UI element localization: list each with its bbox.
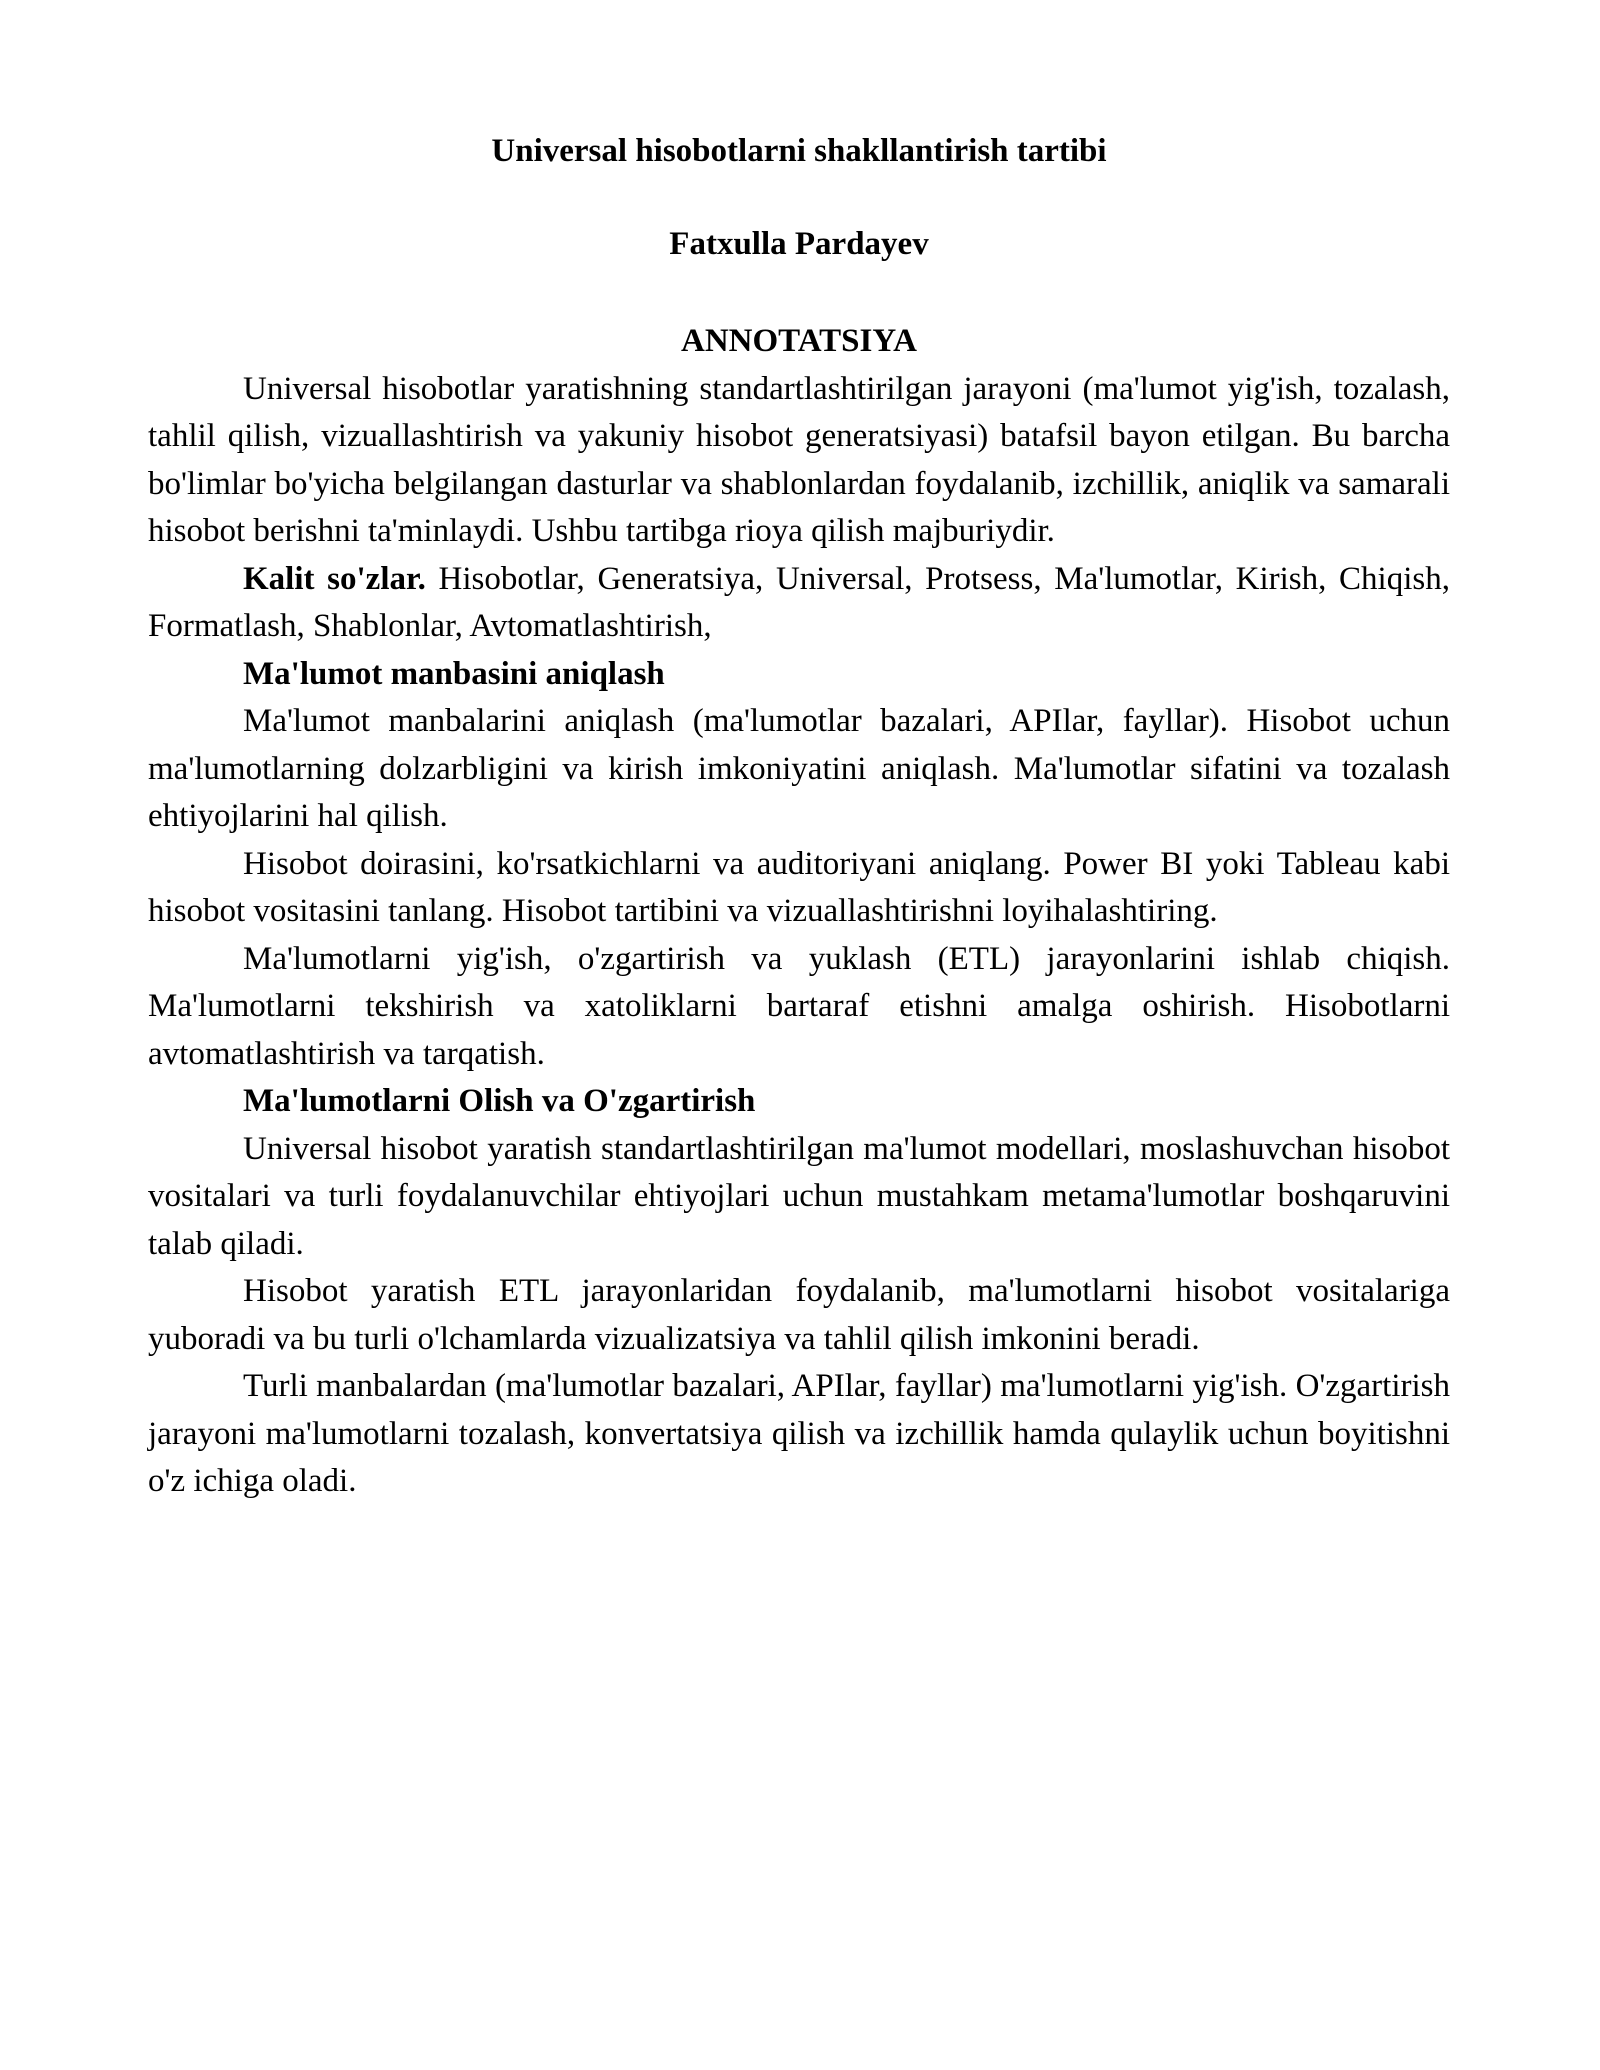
section-paragraph: Universal hisobot yaratish standartlashtirilgan ma'lumot modellari, moslashuvchan hisobot vositalari va turli foydalanuvchilar ehtiyojlari uchun mustahkam metama'lumotlar boshqaruvini talab qiladi. bbox=[148, 1130, 1450, 1262]
abstract-heading: ANNOTATSIYA bbox=[681, 323, 917, 359]
abstract-paragraph: Universal hisobotlar yaratishning standartlashtirilgan jarayoni (ma'lumot yig'ish, tozalash, tahlil qilish, vizuallashtirish va yakuniy hisobot generatsiyasi) batafsil bayon etilgan. Bu barcha bo'limlar bo'yicha belgilangan dasturlar va shablonlardan foydalanib, izchillik, aniqlik va samarali hisobot berishni ta'minlaydi. Ushbu tartibga rioya qilish majburiydir. bbox=[148, 370, 1450, 549]
section-paragraph: Turli manbalardan (ma'lumotlar bazalari, APIlar, fayllar) ma'lumotlarni yig'ish. O'zgartirish jarayoni ma'lumotlarni tozalash, konvertatsiya qilish va izchillik hamda qulaylik uchun boyitishni o'z ichiga oladi. bbox=[148, 1368, 1450, 1499]
keywords-label: Kalit so'zlar. bbox=[243, 560, 426, 597]
section-heading: Ma'lumot manbasini aniqlash bbox=[243, 655, 665, 692]
keywords-paragraph bbox=[148, 556, 1450, 651]
section-heading: Ma'lumotlarni Olish va O'zgartirish bbox=[243, 1083, 756, 1119]
section-paragraph: Ma'lumot manbalarini aniqlash (ma'lumotlar bazalari, APIlar, fayllar). Hisobot uchun ma'lumotlarning dolzarbligini va kirish imkoniyatini aniqlash. Ma'lumotlar sifatini va tozalash ehtiyojlarini hal qilish. bbox=[148, 703, 1450, 834]
document-content bbox=[148, 128, 1450, 1506]
keywords-list: Hisobotlar, Generatsiya, Universal, Protsess, Ma'lumotlar, Kirish, Chiqish, Formatlash, Shablonlar, Avtomatlashtirish, bbox=[148, 560, 1450, 644]
section-paragraph: Hisobot yaratish ETL jarayonlaridan foydalanib, ma'lumotlarni hisobot vositalariga yuboradi va bu turli o'lchamlarda vizualizatsiya va tahlil qilish imkonini beradi. bbox=[148, 1273, 1450, 1357]
section-paragraph: Hisobot doirasini, ko'rsatkichlarni va auditoriyani aniqlang. Power BI yoki Tableau kabi hisobot vositasini tanlang. Hisobot tartibini va vizuallashtirishni loyihalashtiring. bbox=[148, 845, 1450, 929]
section-paragraph: Ma'lumotlarni yig'ish, o'zgartirish va yuklash (ETL) jarayonlarini ishlab chiqish. Ma'lumotlarni tekshirish va xatoliklarni bartaraf etishni amalga oshirish. Hisobotlarni avtomatlashtirish va tarqatish. bbox=[148, 940, 1450, 1072]
document-title: Universal hisobotlarni shakllantirish tartibi bbox=[491, 133, 1107, 169]
document-author: Fatxulla Pardayev bbox=[669, 225, 929, 262]
